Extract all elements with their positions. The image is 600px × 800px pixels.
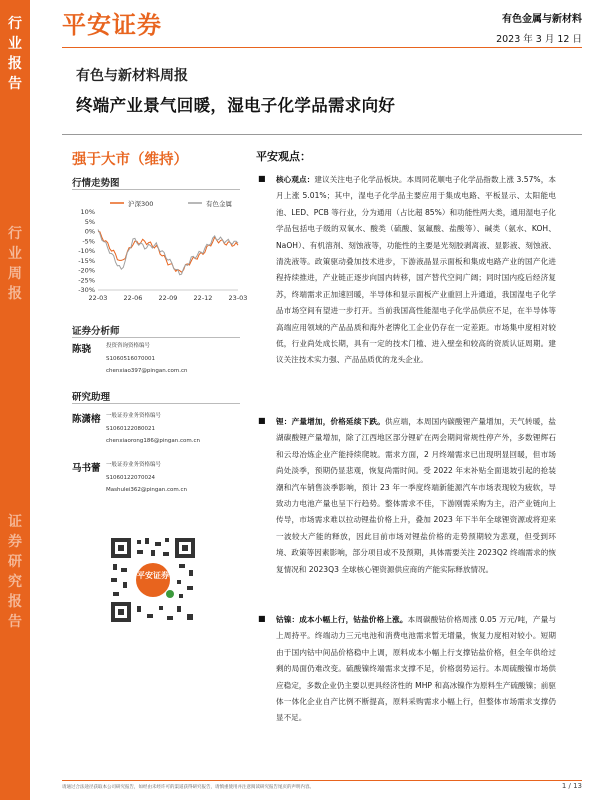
analyst-info [106, 340, 188, 378]
analyst-section-title: 证券分析师 [72, 326, 120, 337]
assistant-info-line: 一般证券业务资格编号 [106, 462, 162, 468]
rating-label: 强于大市（维持） [72, 152, 188, 168]
sidebar-char: 证 [8, 514, 22, 530]
x-tick-label: 22-09 [158, 294, 178, 302]
sidebar [0, 0, 30, 800]
assistant-divider [72, 403, 240, 404]
sidebar-char: 行 [8, 16, 22, 32]
x-tick-label: 23-03 [228, 294, 248, 302]
paragraph-body: 建议关注电子化学品板块。本周同花顺电子化学品指数上涨 3.57%，本月上涨 5.01%；其中，湿电子化学品主要应用于集成电路、平板显示、太阳能电池、LED、PCB 等行业，分为通用（占比超 85%）和功能性两大类，通用湿电子化学品包括电子级的双氧水、酸类（硫酸、氢氟酸、盐酸等）、碱类（氨水、KOH、NaOH）、有机溶剂、刻蚀液等，功能性的主要是光刻胶剥离液、显影液、刻蚀液、清洗液等。政策驱动叠加技术进步，下游液晶显示面板和集成电路产业的国产化进程持续推进，产业链正逐步向国内转移，国产替代空间广阔；同时国内疫后经济复苏，终端需求正加速回暖，半导体和显示面板产业重回上升通道，我国湿电子化学品市场空间有望进一步打开。当前我国高性能湿电子化学品供应不足，在半导体等高端应用领域的产品品质和海外老牌化工企业仍存在一定差距。市场集中度相对较低，行业尚处成长期，具有一定的技术门槛、进入壁垒和较高的资质认证周期。建议关注技术实力强、产品品质优的龙头企业。 [276, 175, 556, 365]
report-category: 有色金属与新材料 [502, 14, 582, 25]
qr-logo-text: 平安证券 [137, 571, 169, 580]
trend-chart [68, 190, 248, 310]
x-tick-label: 22-12 [193, 294, 213, 302]
paragraph-lead: 钴镍：成本小幅上行，钴盐价格上涨。 [276, 615, 408, 624]
paragraph-body: 供应端，本周国内碳酸锂产量增加，天气转暖，盐湖碳酸锂产量增加，除了江西地区部分锂矿在两会期间常规性停产外，多数锂辉石和云母冶炼企业产能持续爬坡。需求方面，2 月终端需求已出现明显回暖，但市场尚处淡季，预期仍显悲观，恢复尚需时间。受 2022 年末补贴全面退坡引起的抢装潮和汽车销售淡季影响，预计 23 年一季度终端新能源汽车市场表现较为疲软，导致动力电池产量也呈下行趋势。整体需求不佳，下游刚需采购为主，沿产业链向上传导，市场需求难以拉动锂盐价格上升，叠加 2023 年下半年全球锂资源或将迎来一波较大产能的释放，因此目前市场对锂盐价格的走势预期较为悲观，但受到环境、政策等因素影响，部分项目或不及预期，具体需要关注 2023Q2 终端需求的恢复情况和 2023Q3 全球核心锂资源供应商的产能实际释放情况。 [276, 417, 557, 574]
page-number: 1 / 13 [561, 782, 582, 790]
y-tick-label: -30% [78, 286, 95, 294]
assistant-email[interactable]: chenxiaorong186@pingan.com.cn [106, 438, 200, 444]
series-line [98, 230, 238, 275]
analyst-info-line: 投资咨询资格编号 [106, 343, 151, 349]
sidebar-char: 报 [8, 286, 22, 302]
assistant-section-title: 研究助理 [72, 392, 111, 403]
legend-label: 沪深300 [128, 200, 154, 208]
qr-code[interactable] [107, 534, 199, 626]
title-divider [62, 134, 582, 135]
footer-disclaimer: 请通过合法途径获取本公司研究报告，如经由未经许可的渠道获得研究报告，请慎重使用并注意阅读研究报告尾页的声明内容。 [62, 785, 314, 790]
analyst-email[interactable]: chenxiao397@pingan.com.cn [106, 368, 188, 374]
trend-chart-svg [68, 190, 248, 310]
sidebar-char: 报 [8, 594, 22, 610]
bullet-icon: ■ [258, 174, 266, 183]
sidebar-char: 告 [8, 614, 22, 630]
viewpoint-paragraph [276, 414, 556, 598]
x-tick-label: 22-03 [88, 294, 108, 302]
assistant-info-line: 一般证券业务资格编号 [106, 413, 162, 419]
sidebar-char: 究 [8, 574, 22, 590]
sidebar-label-report [0, 14, 30, 94]
sidebar-char: 研 [8, 554, 22, 570]
viewpoint-paragraph [276, 172, 556, 398]
analyst-name: 陈骁 [72, 344, 92, 355]
bullet-icon: ■ [258, 416, 266, 425]
y-tick-label: -5% [82, 237, 95, 246]
assistant-email[interactable]: Mashulei362@pingan.com.cn [106, 487, 187, 493]
analyst-info-line: S1060516070001 [106, 355, 155, 362]
y-tick-label: 0% [84, 227, 95, 236]
x-tick-label: 22-06 [123, 294, 143, 302]
y-tick-label: 10% [80, 208, 95, 216]
y-tick-label: -10% [78, 247, 95, 255]
paragraph-lead: 锂：产量增加，价格延续下跌。 [276, 417, 385, 426]
y-tick-label: -25% [78, 276, 95, 285]
report-type: 有色与新材料周报 [76, 68, 188, 84]
brand-logo: 平安证券 [62, 11, 162, 39]
sidebar-label-research [0, 512, 30, 632]
assistant-info-line: S1060122080021 [106, 425, 155, 432]
y-tick-label: -15% [78, 256, 95, 265]
series-line [98, 232, 238, 273]
page-title: 终端产业景气回暖，湿电子化学品需求向好 [76, 96, 396, 115]
header-divider [62, 47, 582, 48]
assistant-info-line: S1060122070024 [106, 474, 155, 481]
footer-divider [62, 780, 582, 781]
paragraph-body: 本周碳酸钴价格周涨 0.05 万元/吨，产量与上周持平。终端动力三元电池和消费电池需求暂无增量，恢复力度相对较小。短期由于国内钴中间品价格稳中上调，原料成本小幅上行支撑钴盐价格，但全年供给过剩的局面仍难改变。硫酸镍终端需求支撑不足，价格弱势运行。本周硫酸镍市场供应稳定，多数企业仍主要以更具经济性的 MHP 和高冰镍作为原料生产硫酸镍；前驱体一体化企业自产比例不断提高，原料采购需求小幅上行，但整体市场需求支撑仍显不足。 [276, 615, 556, 723]
trend-title: 行情走势图 [72, 178, 120, 189]
sidebar-char: 告 [8, 76, 22, 92]
report-date: 2023 年 3 月 12 日 [496, 34, 582, 45]
y-tick-label: 5% [84, 217, 95, 226]
bullet-icon: ■ [258, 614, 266, 623]
sidebar-char: 报 [8, 56, 22, 72]
sidebar-char: 券 [8, 534, 22, 550]
viewpoint-heading: 平安观点： [256, 150, 311, 163]
sidebar-char: 周 [8, 266, 22, 282]
analyst-divider [72, 337, 240, 338]
sidebar-char: 业 [8, 36, 22, 52]
sidebar-char: 业 [8, 246, 22, 262]
assistant-name: 陈潇榕 [72, 414, 101, 425]
legend-label: 有色金属 [206, 200, 232, 208]
assistant-info [106, 459, 187, 497]
assistant-name: 马书蕾 [72, 463, 101, 474]
viewpoint-paragraph [276, 612, 556, 744]
sidebar-char: 行 [8, 226, 22, 242]
assistant-info [106, 410, 200, 448]
y-tick-label: -20% [78, 266, 95, 275]
qr-code-icon [107, 534, 199, 626]
paragraph-lead: 核心观点： [276, 175, 315, 184]
sidebar-label-weekly [0, 224, 30, 304]
